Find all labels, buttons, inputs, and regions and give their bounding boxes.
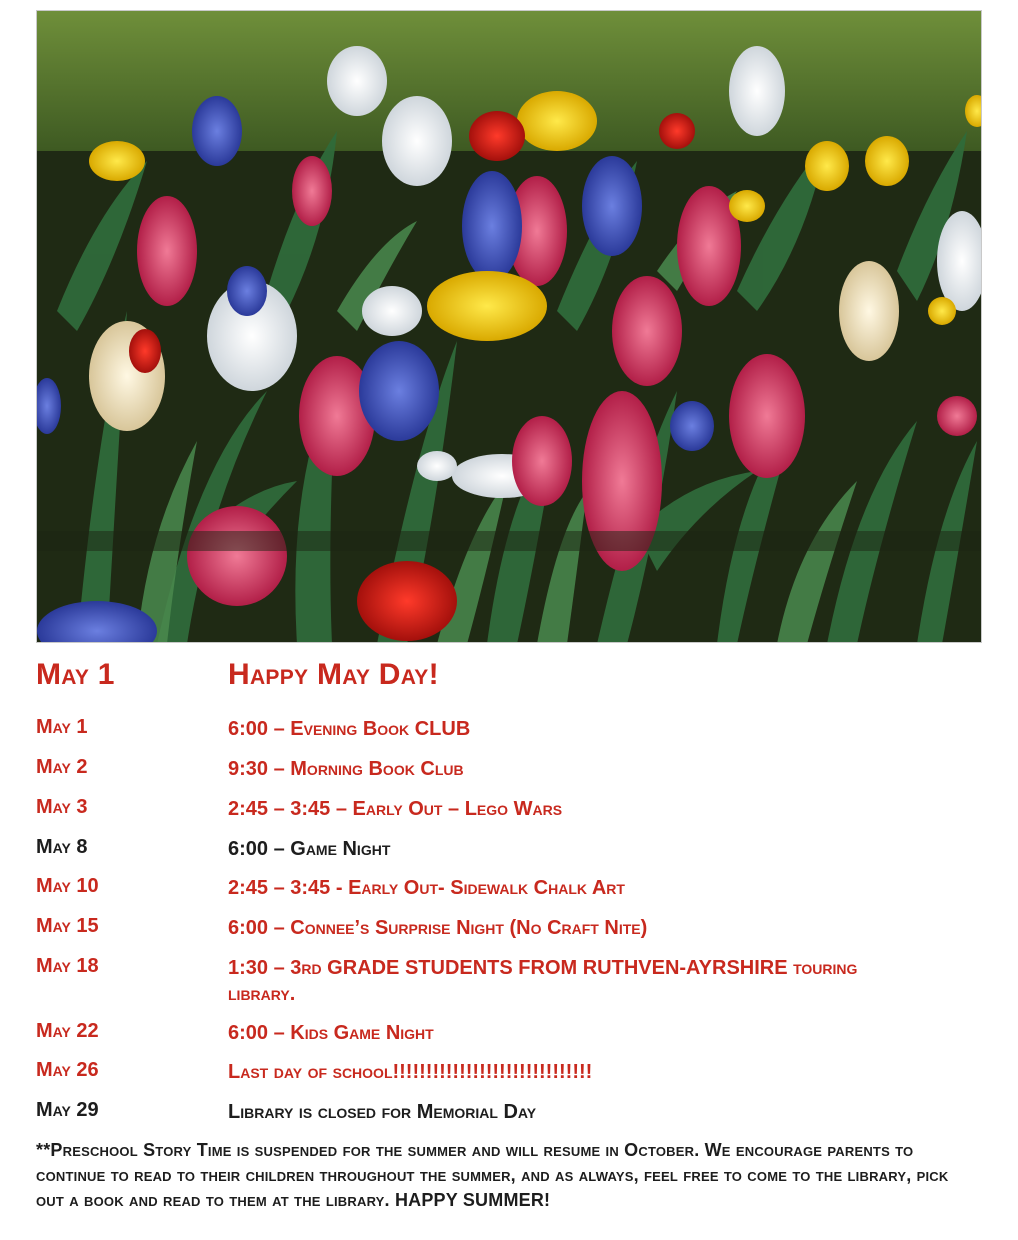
event-text: 1:30 – 3rd GRADE STUDENTS FROM RUTHVEN-AYRSHIRE touring library. (228, 957, 858, 1005)
event-date: May 26 (36, 1059, 99, 1081)
event-date: May 3 (36, 796, 88, 818)
header-title: Happy May Day! (228, 658, 439, 691)
event-text: 6:00 – Game Night (228, 838, 391, 860)
event-date: May 18 (36, 955, 99, 977)
event-text: 9:30 – Morning Book Club (228, 758, 464, 780)
summer-note (36, 1138, 976, 1213)
event-text: 2:45 – 3:45 - Early Out- Sidewalk Chalk Art (228, 877, 625, 899)
event-date: May 29 (36, 1099, 99, 1121)
event-date: May 22 (36, 1020, 99, 1042)
closing-text: HAPPY SUMMER! (394, 1190, 551, 1210)
event-text: Last day of school!!!!!!!!!!!!!!!!!!!!!!!!!!!!!! (228, 1061, 593, 1083)
event-date: May 8 (36, 836, 88, 858)
event-text: 2:45 – 3:45 – Early Out – Lego Wars (228, 798, 563, 820)
event-text: Library is closed for Memorial Day (228, 1101, 537, 1123)
event-text: 6:00 – Kids Game Night (228, 1022, 434, 1044)
header-row (36, 658, 982, 704)
event-date: May 1 (36, 716, 88, 738)
note-text: **Preschool Story Time is suspended for the summer and will resume in October. We encourage parents to continue to read to their children throughout the summer, and as always, feel free to come to the library, pick out a book and read to them at the library. (36, 1140, 949, 1210)
event-date: May 2 (36, 756, 88, 778)
event-text: 6:00 – Evening Book CLUB (228, 718, 471, 740)
flowers-photo (36, 10, 982, 643)
event-date: May 10 (36, 875, 99, 897)
event-date: May 15 (36, 915, 99, 937)
header-date: May 1 (36, 658, 115, 691)
event-text: 6:00 – Connee’s Surprise Night (No Craft Nite) (228, 917, 648, 939)
